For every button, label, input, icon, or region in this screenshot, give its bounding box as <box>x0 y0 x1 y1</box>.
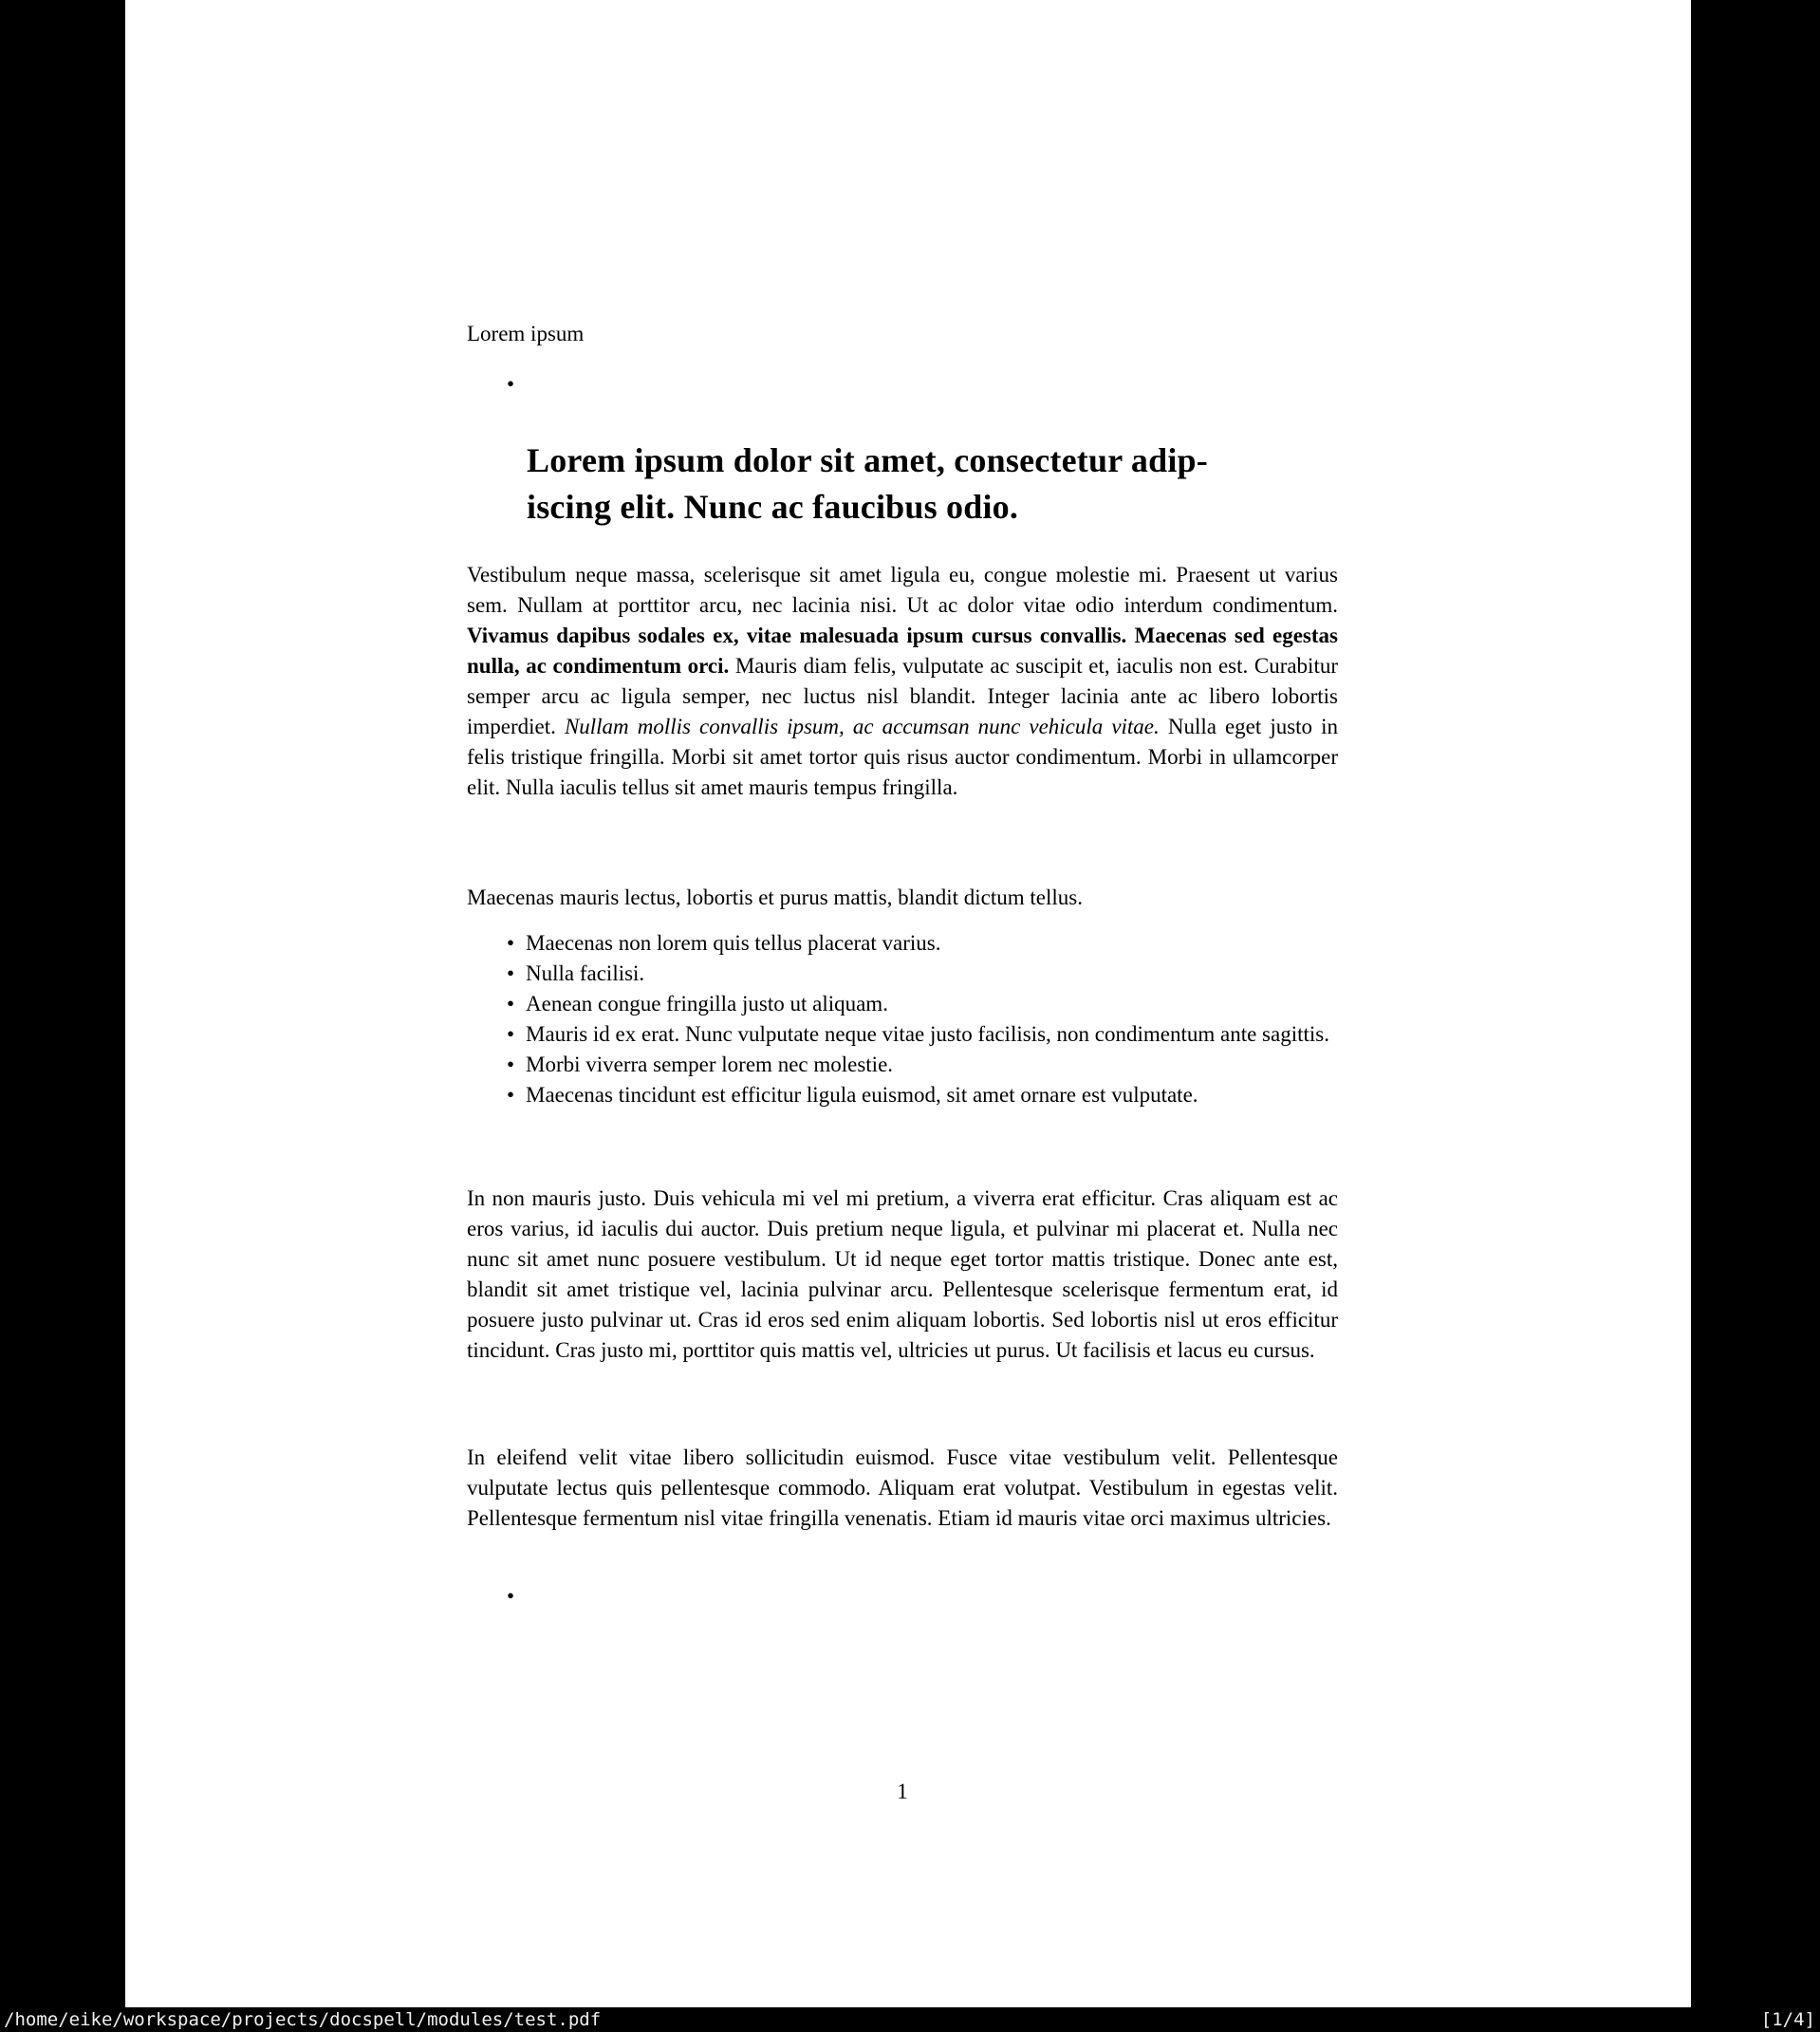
statusbar <box>0 2007 1820 2032</box>
list-item <box>467 928 1338 959</box>
list-item <box>467 1019 1338 1050</box>
bullet-icon: • <box>507 992 515 1016</box>
paragraph-in-eleifend: In eleifend velit vitae libero sollicitudin euismod. Fusce vitae vestibulum velit. Pellentesque vulputate lectus quis pellentesque commodo. Aliquam erat volutpat. Vestibulum in egestas velit. Pellentesque fermentum nisl vitae fringilla venenatis. Etiam id mauris vitae orci maximus ultricies. <box>467 1445 1338 1530</box>
list-item <box>467 989 1338 1019</box>
section-heading <box>527 438 1338 531</box>
statusbar-file-path: /home/eike/workspace/projects/docspell/modules/test.pdf <box>4 2009 602 2030</box>
list-item-text: Maecenas non lorem quis tellus placerat varius. <box>526 931 941 955</box>
empty-bullet-item: • <box>507 1584 515 1608</box>
text-segment-normal: Mauris diam felis, vulputate ac suscipit et, iaculis non est. Curabitur semper arcu ac ligula semper, nec luctus nisl blandit. Integer lacinia ante ac libero lobortis imperdiet. <box>467 654 1338 738</box>
statusbar-page-indicator: [1/4] <box>1760 2009 1815 2030</box>
paragraph-vestibulum <box>467 560 1338 803</box>
text-segment-bold: Vivamus dapibus sodales ex, vitae malesuada ipsum cursus convallis. Maecenas sed egestas nulla, ac condimentum orci. <box>467 624 1338 678</box>
text-segment-italic: Nullam mollis convallis ipsum, ac accumsan nunc vehicula vitae. <box>564 715 1168 738</box>
bullet-icon: • <box>507 931 515 955</box>
list-item-text: Nulla facilisi. <box>526 961 645 985</box>
bullet-icon: • <box>507 1022 515 1046</box>
bullet-icon: • <box>507 1083 515 1107</box>
section-heading-line-1: Lorem ipsum dolor sit amet, consectetur adip- <box>527 441 1208 479</box>
list-item-text: Aenean congue fringilla justo ut aliquam. <box>526 992 888 1016</box>
list-item-text: Mauris id ex erat. Nunc vulputate neque vitae justo facilisis, non condimentum ante sagittis. <box>526 1022 1329 1046</box>
list-item <box>467 1050 1338 1080</box>
section-heading-line-2: iscing elit. Nunc ac faucibus odio. <box>527 488 1019 526</box>
list-item <box>467 1080 1338 1110</box>
paragraph-in-non-mauris: In non mauris justo. Duis vehicula mi vel mi pretium, a viverra erat efficitur. Cras aliquam est ac eros varius, id iaculis dui auctor. Duis pretium neque ligula, et pulvinar mi placerat et. Nulla nec nunc sit amet nunc posuere vestibulum. Ut id neque eget tortor mattis tristique. Donec ante est, blandit sit amet tristique vel, lacinia pulvinar arcu. Pellentesque scelerisque fermentum erat, id posuere justo pulvinar ut. Cras id eros sed enim aliquam lobortis. Sed lobortis nisl ut eros efficitur tincidunt. Cras justo mi, porttitor quis mattis vel, ultricies ut purus. Ut facilisis et lacus eu cursus. <box>467 1186 1338 1362</box>
intro-text: Lorem ipsum <box>467 322 585 345</box>
list-item <box>467 959 1338 989</box>
page-number: 1 <box>897 1780 908 1803</box>
bullet-icon: • <box>507 1053 515 1076</box>
text-segment-normal: Nulla eget justo in felis tristique fringilla. Morbi sit amet tortor quis risus auctor condimentum. Morbi in ullamcorper elit. Nulla iaculis tellus sit amet mauris tempus fringilla. <box>467 715 1338 799</box>
text-segment-normal: Vestibulum neque massa, scelerisque sit amet ligula eu, congue molestie mi. Praesent ut varius sem. Nullam at porttitor arcu, nec lacinia nisi. Ut ac dolor vitae odio interdum condimentum. <box>467 563 1338 617</box>
empty-bullet-item: • <box>507 372 515 396</box>
bullet-list <box>467 928 1338 1110</box>
pdf-page[interactable] <box>125 0 1691 2007</box>
bullet-icon: • <box>507 961 515 985</box>
list-item-text: Morbi viverra semper lorem nec molestie. <box>526 1053 894 1076</box>
paragraph-maecenas: Maecenas mauris lectus, lobortis et purus mattis, blandit dictum tellus. <box>467 886 1083 909</box>
list-item-text: Maecenas tincidunt est efficitur ligula euismod, sit amet ornare est vulputate. <box>526 1083 1198 1107</box>
